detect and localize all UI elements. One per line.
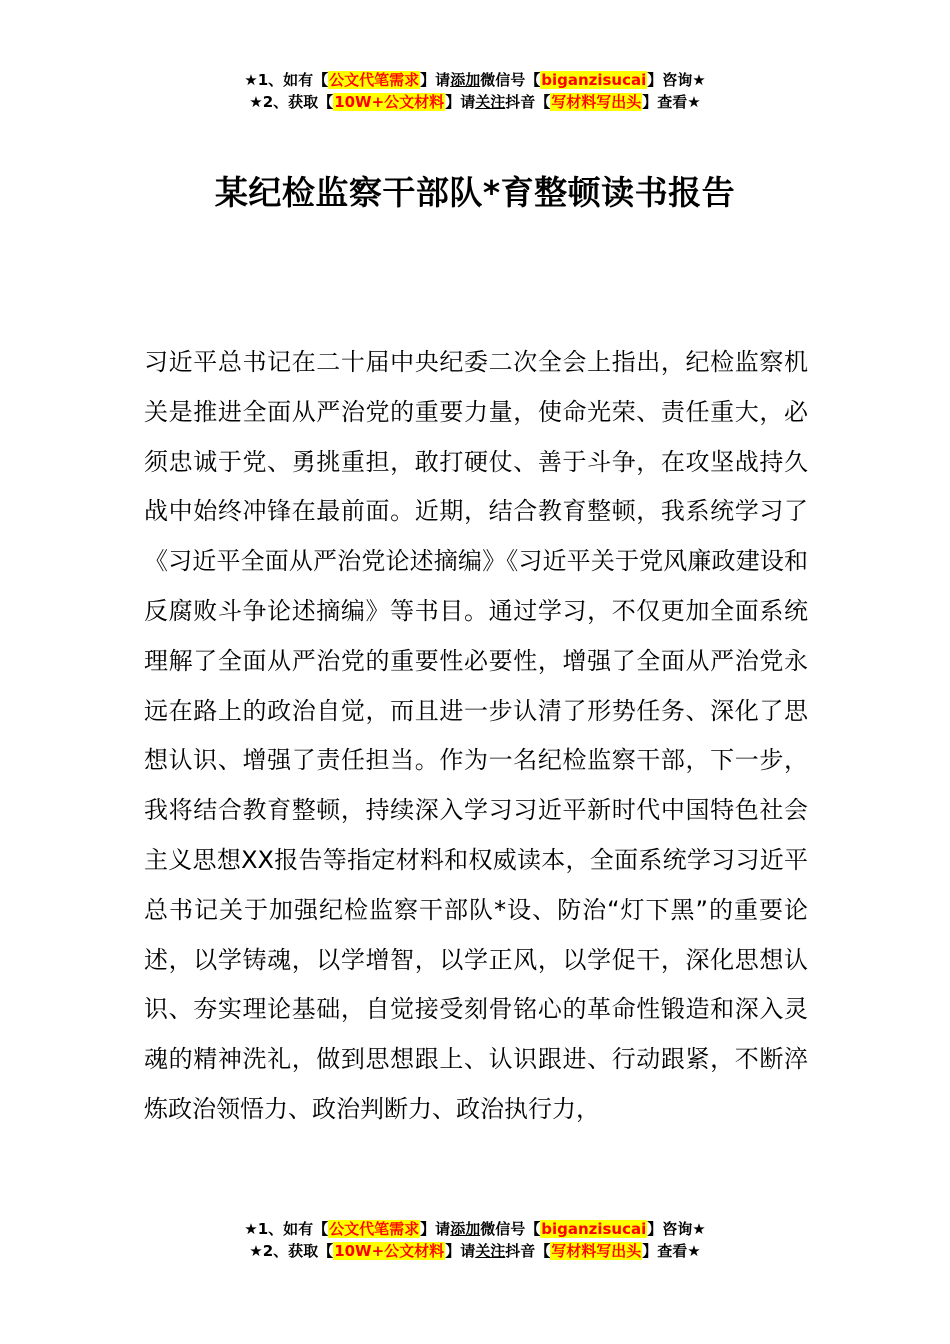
- promo-highlight: 公文代笔需求: [329, 71, 420, 89]
- promo-highlight: 10W+公文材料: [334, 1242, 445, 1260]
- body-paragraph: 习近平总书记在二十届中央纪委二次全会上指出，纪检监察机关是推进全面从严治党的重要力量，使命光荣、责任重大，必须忠诚于党、勇挑重担，敢打硬仗、善于斗争，在攻坚战持久战中始终冲锋在最前面。近期，结合教育整顿，我系统学习了《习近平全面从严治党论述摘编》《习近平关于党风廉政建设和反腐败斗争论述摘编》等书目。通过学习，不仅更加全面系统理解了全面从严治党的重要性必要性，增强了全面从严治党永远在路上的政治自觉，而且进一步认清了形势任务、深化了思想认识、增强了责任担当。作为一名纪检监察干部，下一步，我将结合教育整顿，持续深入学习习近平新时代中国特色社会主义思想XX报告等指定材料和权威读本，全面系统学习习近平总书记关于加强纪检监察干部队*设、防治“灯下黑”的重要论述，以学铸魂，以学增智，以学正风，以学促干，深化思想认识、夯实理论基础，自觉接受刻骨铭心的革命性锻造和深入灵魂的精神洗礼，做到思想跟上、认识跟进、行动跟紧，不断淬炼政治领悟力、政治判断力、政治执行力，: [144, 348, 808, 1123]
- promo-text: 抖音【: [505, 1242, 551, 1260]
- promo-highlight: biganzisucai: [541, 71, 647, 89]
- promo-text: 】请: [420, 1220, 451, 1238]
- promo-text: 】请: [445, 1242, 476, 1260]
- promo-text: 抖音【: [505, 93, 551, 111]
- promo-line-2: [0, 91, 950, 113]
- promo-text: 】咨询★: [647, 71, 706, 89]
- promo-highlight: 写材料写出头: [551, 93, 642, 111]
- promo-text: ★2、获取【: [249, 1242, 334, 1260]
- promo-text: 】请: [445, 93, 476, 111]
- promo-underlined: 添加: [450, 1220, 481, 1238]
- promo-underlined: 关注: [475, 1242, 506, 1260]
- promo-line-1: [0, 1218, 950, 1240]
- promo-line-1: [0, 69, 950, 91]
- promo-text: ★1、如有【: [244, 1220, 329, 1238]
- promo-text: 微信号【: [480, 1220, 541, 1238]
- promo-highlight: 公文代笔需求: [329, 1220, 420, 1238]
- promo-banner-top: [0, 69, 950, 113]
- promo-banner-bottom: [0, 1218, 950, 1262]
- promo-text: ★2、获取【: [249, 93, 334, 111]
- promo-highlight: 10W+公文材料: [334, 93, 445, 111]
- promo-underlined: 关注: [475, 93, 506, 111]
- promo-text: ★1、如有【: [244, 71, 329, 89]
- promo-line-2: [0, 1240, 950, 1262]
- promo-highlight: biganzisucai: [541, 1220, 647, 1238]
- promo-text: 】咨询★: [647, 1220, 706, 1238]
- document-title: 某纪检监察干部队*育整顿读书报告: [214, 173, 736, 213]
- promo-highlight: 写材料写出头: [551, 1242, 642, 1260]
- promo-text: 】查看★: [642, 1242, 701, 1260]
- promo-text: 】查看★: [642, 93, 701, 111]
- promo-underlined: 添加: [450, 71, 481, 89]
- promo-text: 】请: [420, 71, 451, 89]
- promo-text: 微信号【: [480, 71, 541, 89]
